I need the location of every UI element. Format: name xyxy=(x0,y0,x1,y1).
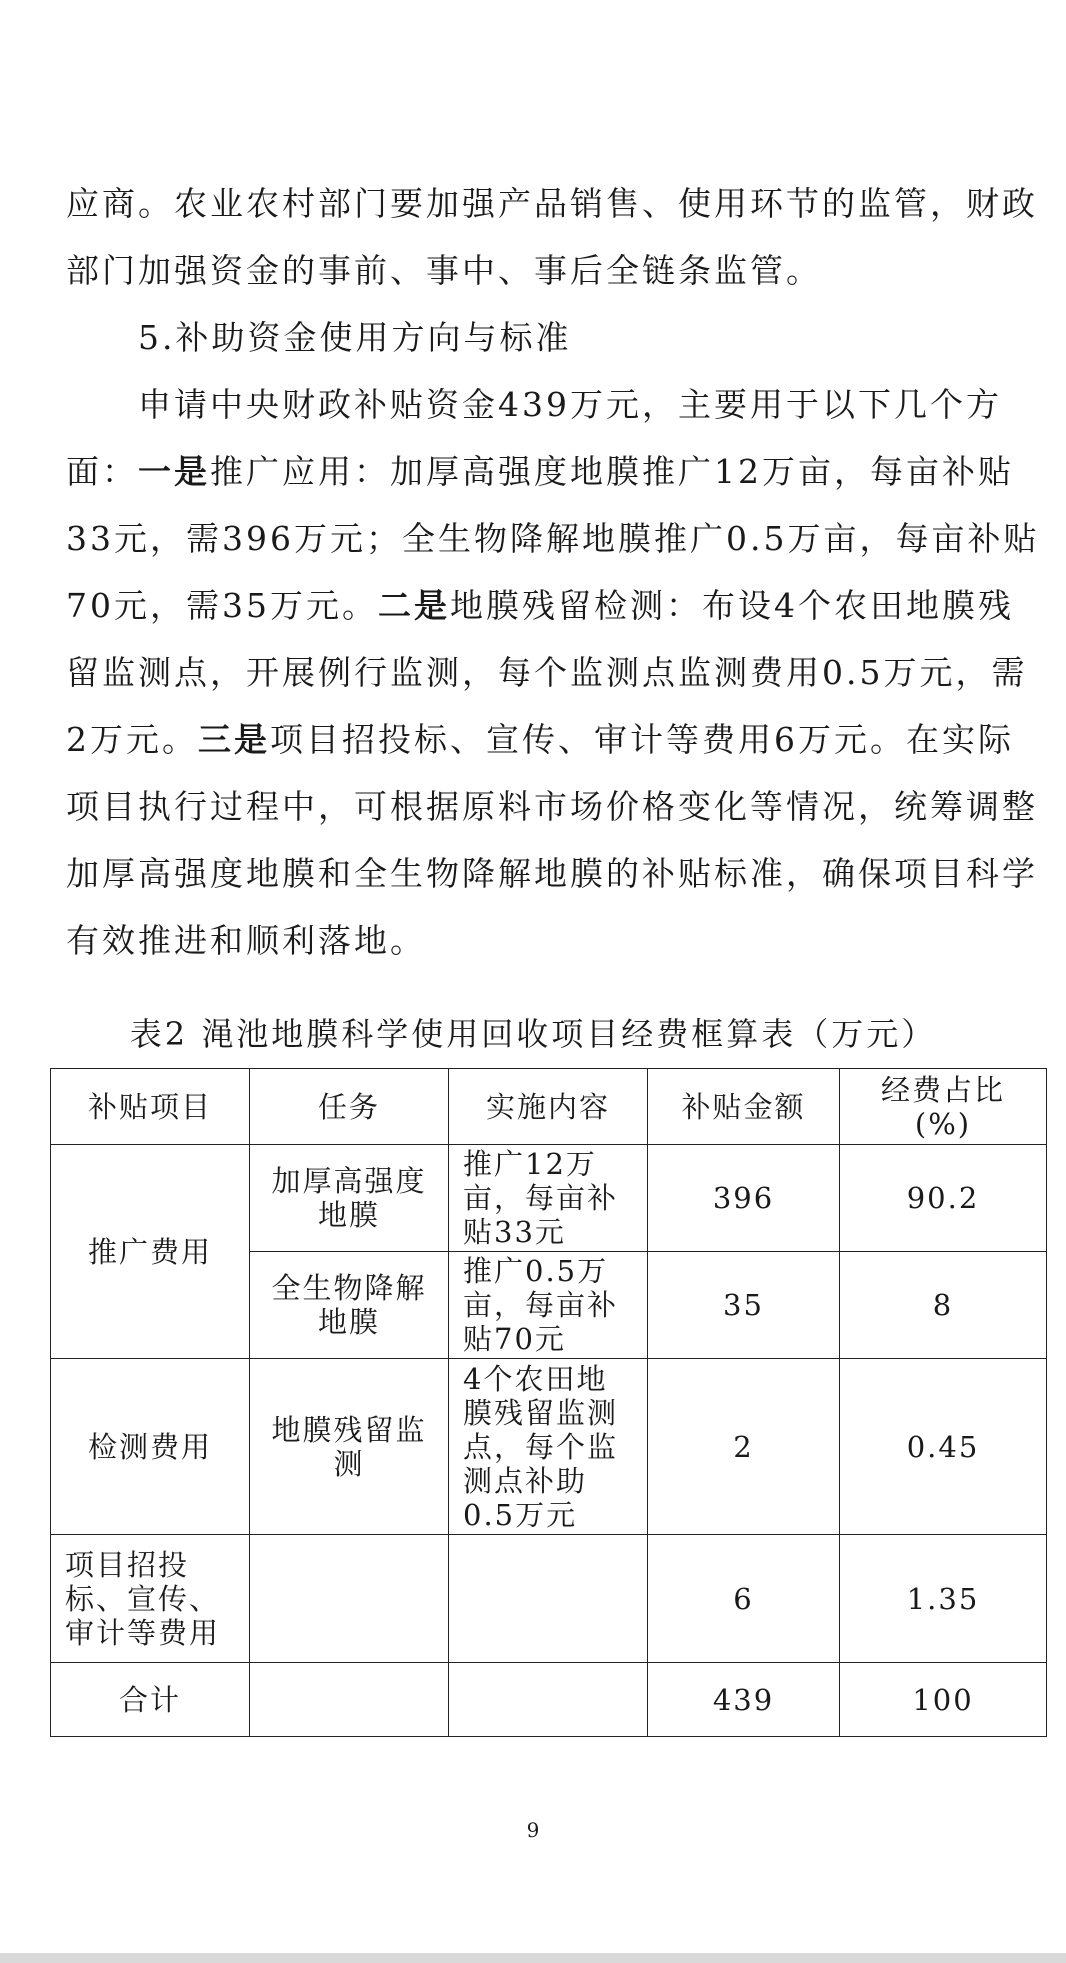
section-heading xyxy=(66,304,1041,371)
bottom-bar xyxy=(0,1953,1066,1963)
table-row xyxy=(51,1359,1047,1535)
paragraph-funding xyxy=(66,371,1041,974)
bold-second: 二是 xyxy=(377,586,450,625)
table-cell: 推广费用 xyxy=(51,1145,250,1359)
table-cell: 推广0.5万亩，每亩补贴70元 xyxy=(449,1252,648,1359)
funding-intro: 申请中央财政补贴资金439万元，主要用于以下几个方面： xyxy=(66,385,1002,491)
funding-monitoring: 地膜残留检测：布设4个农田地膜残留监测点，开展例行监测，每个监测点监测费用0.5万元，需2万元。 xyxy=(66,586,1028,759)
table-cell: 1.35 xyxy=(840,1535,1047,1663)
table-cell xyxy=(449,1663,648,1737)
table-row xyxy=(51,1535,1047,1663)
table-cell: 90.2 xyxy=(840,1145,1047,1252)
header-cell: 实施内容 xyxy=(449,1069,648,1145)
bold-first: 一是 xyxy=(138,452,210,491)
table-total-row xyxy=(51,1663,1047,1737)
table-cell xyxy=(250,1535,449,1663)
table-cell: 2 xyxy=(648,1359,840,1535)
header-cell: 任务 xyxy=(250,1069,449,1145)
paragraph-supervision-text: 应商。农业农村部门要加强产品销售、使用环节的监管，财政部门加强资金的事前、事中、事后全链条监管。 xyxy=(66,184,1038,290)
table-cell: 项目招投标、宣传、审计等费用 xyxy=(51,1535,250,1663)
page-number: 9 xyxy=(526,1818,540,1842)
table-cell: 8 xyxy=(840,1252,1047,1359)
table-cell xyxy=(250,1663,449,1737)
table-cell: 6 xyxy=(648,1535,840,1663)
paragraph-supervision xyxy=(66,170,1041,304)
table-cell: 合计 xyxy=(51,1663,250,1737)
table-cell: 396 xyxy=(648,1145,840,1252)
table-cell: 439 xyxy=(648,1663,840,1737)
header-cell: 补贴金额 xyxy=(648,1069,840,1145)
table-cell: 全生物降解地膜 xyxy=(250,1252,449,1359)
funding-table xyxy=(50,1068,1047,1737)
table-cell: 0.45 xyxy=(840,1359,1047,1535)
header-cell: 经费占比(%) xyxy=(840,1069,1047,1145)
table-cell: 推广12万亩，每亩补贴33元 xyxy=(449,1145,648,1252)
table-cell: 100 xyxy=(840,1663,1047,1737)
table-header-row xyxy=(51,1069,1047,1145)
table-cell: 地膜残留监测 xyxy=(250,1359,449,1535)
table-row xyxy=(51,1145,1047,1252)
bold-third: 三是 xyxy=(198,720,270,759)
table-cell xyxy=(449,1535,648,1663)
funding-promotion: 推广应用：加厚高强度地膜推广12万亩，每亩补贴33元，需396万元；全生物降解地膜推广0.5万亩，每亩补贴70元，需35万元。 xyxy=(66,452,1040,625)
table-caption: 表2 渑池地膜科学使用回收项目经费框算表（万元） xyxy=(129,1015,937,1053)
section-heading-text: 5.补助资金使用方向与标准 xyxy=(138,318,572,357)
table-cell: 加厚高强度地膜 xyxy=(250,1145,449,1252)
header-cell: 补贴项目 xyxy=(51,1069,250,1145)
funding-other: 项目招投标、宣传、审计等费用6万元。在实际项目执行过程中，可根据原料市场价格变化等情况，统筹调整加厚高强度地膜和全生物降解地膜的补贴标准，确保项目科学有效推进和顺利落地。 xyxy=(66,720,1038,960)
table-cell: 检测费用 xyxy=(51,1359,250,1535)
table-cell: 4个农田地膜残留监测点，每个监测点补助0.5万元 xyxy=(449,1359,648,1535)
table-cell: 35 xyxy=(648,1252,840,1359)
